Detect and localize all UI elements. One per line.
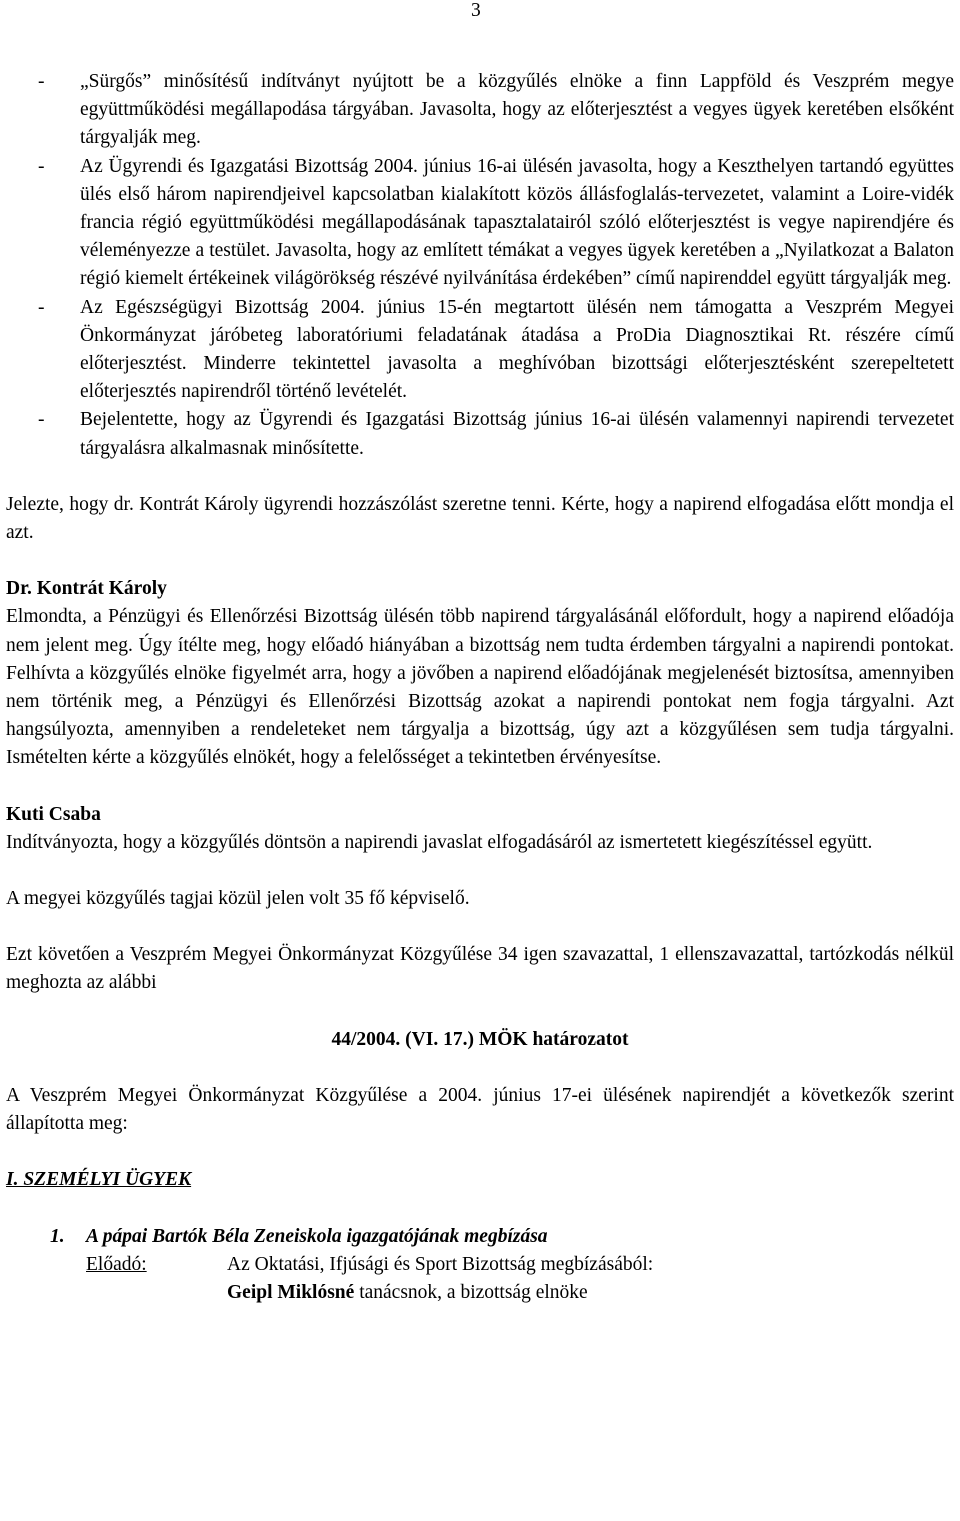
bullet-item (6, 406, 954, 462)
bullet-text: Bejelentette, hogy az Ügyrendi és Igazgatási Bizottság június 16-ai ülésén valamennyi napirendi tervezetet tárgyalásra alkalmasnak minősítette. (80, 409, 954, 459)
bullet-item (6, 68, 954, 153)
agenda-item (6, 1223, 954, 1251)
speaker-name: Kuti Csaba (6, 803, 101, 825)
presenter-name (6, 1279, 954, 1307)
bullet-item (6, 153, 954, 294)
presenter-label: Előadó: (86, 1253, 147, 1275)
presenter-name-bold: Geipl Miklósné (227, 1281, 355, 1303)
page-number: 3 (471, 0, 481, 21)
document-body (6, 68, 954, 1307)
presenter-name-rest: tanácsnok, a bizottság elnöke (354, 1281, 588, 1303)
presenter-row (6, 1251, 954, 1279)
speaker-statement: Elmondta, a Pénzügyi és Ellenőrzési Bizottság ülésén több napirend tárgyalásánál előfordult, hogy a napirend előadója nem jelent meg. Úgy ítélte meg, hogy előadó hiányában a bizottság nem tudta érdemben tárgyalni a napirendi pontokat. Felhívta a közgyűlés elnöke figyelmét arra, hogy a jövőben a napirend előadójának megjelenését biztosítsa, amennyiben nem történik meg, a Pénzügyi és Ellenőrzési Bizottság azokat a napirendi pontokat nem fogja tárgyalni. Azt hangsúlyozta, amennyiben a rendeleteket nem tárgyalja a bizottság, úgy azt a közgyűlésen sem tudja tárgyalni. Ismételten kérte a közgyűlés elnökét, hogy a felelősséget a tekintetben érvényesítse. (6, 606, 954, 769)
bullet-dash: - (38, 155, 45, 177)
bullet-dash: - (38, 409, 45, 431)
speaker-name: Dr. Kontrát Károly (6, 578, 167, 600)
bullet-dash: - (38, 71, 45, 92)
section-heading: I. SZEMÉLYI ÜGYEK (6, 1169, 192, 1191)
paragraph-attendance: A megyei közgyűlés tagjai közül jelen volt 35 fő képviselő. (6, 888, 470, 910)
bullet-item (6, 294, 954, 407)
agenda-item-number: 1. (50, 1225, 65, 1247)
bullet-text: „Sürgős” minősítésű indítványt nyújtott be a közgyűlés elnöke a finn Lappföld és Veszprém megye együttműködési megállapodása tárgyában. Javasolta, hogy az előterjesztést a vegyes ügyek keretében elsőként tárgyalják meg. (80, 71, 954, 149)
resolution-title: 44/2004. (VI. 17.) MÖK határozatot (331, 1028, 629, 1050)
agenda-item-title: A pápai Bartók Béla Zeneiskola igazgatójának megbízása (86, 1225, 548, 1247)
paragraph-jelezte: Jelezte, hogy dr. Kontrát Károly ügyrendi hozzászólást szeretne tenni. Kérte, hogy a napirend elfogadása előtt mondja el azt. (6, 493, 954, 544)
paragraph-resolution: A Veszprém Megyei Önkormányzat Közgyűlése a 2004. június 17-ei ülésének napirendjét a következők szerint állapította meg: (6, 1084, 954, 1135)
presenter-committee: Az Oktatási, Ifjúsági és Sport Bizottság megbízásából: (227, 1253, 654, 1275)
bullet-dash: - (38, 296, 45, 318)
bullet-text: Az Ügyrendi és Igazgatási Bizottság 2004. június 16-ai ülésén javasolta, hogy a Keszthelyen tartandó együttes ülés első három napirendjeivel kapcsolatban kialakított közös állásfoglalás-tervezetet, valamint a Loire-vidék francia régió együttműködési megállapodásának tapasztalatairól szóló előterjesztést is vegye napirendjére és véleményezze a testület. Javasolta, hogy az említett témákat a vegyes ügyek keretében a „Nyilatkozat a Balaton régió kiemelt értékeinek világörökség részévé nyilvánítása érdekében” című napirenddel együtt tárgyalják meg. (80, 155, 954, 290)
speaker-statement: Indítványozta, hogy a közgyűlés döntsön a napirendi javaslat elfogadásáról az ismertetett kiegészítéssel együtt. (6, 831, 873, 853)
bullet-text: Az Egészségügyi Bizottság 2004. június 15-én megtartott ülésén nem támogatta a Veszprém Megyei Önkormányzat járóbeteg laboratóriumi feladatának átadása a ProDia Diagnosztikai Rt. részére című előterjesztést. Minderre tekintettel javasolta a meghívóban bizottsági előterjesztésként szerepeltetett előterjesztés napirendről történő levételét. (80, 296, 954, 403)
paragraph-vote: Ezt követően a Veszprém Megyei Önkormányzat Közgyűlése 34 igen szavazattal, 1 ellenszavazattal, tartózkodás nélkül meghozta az alábbi (6, 944, 954, 994)
